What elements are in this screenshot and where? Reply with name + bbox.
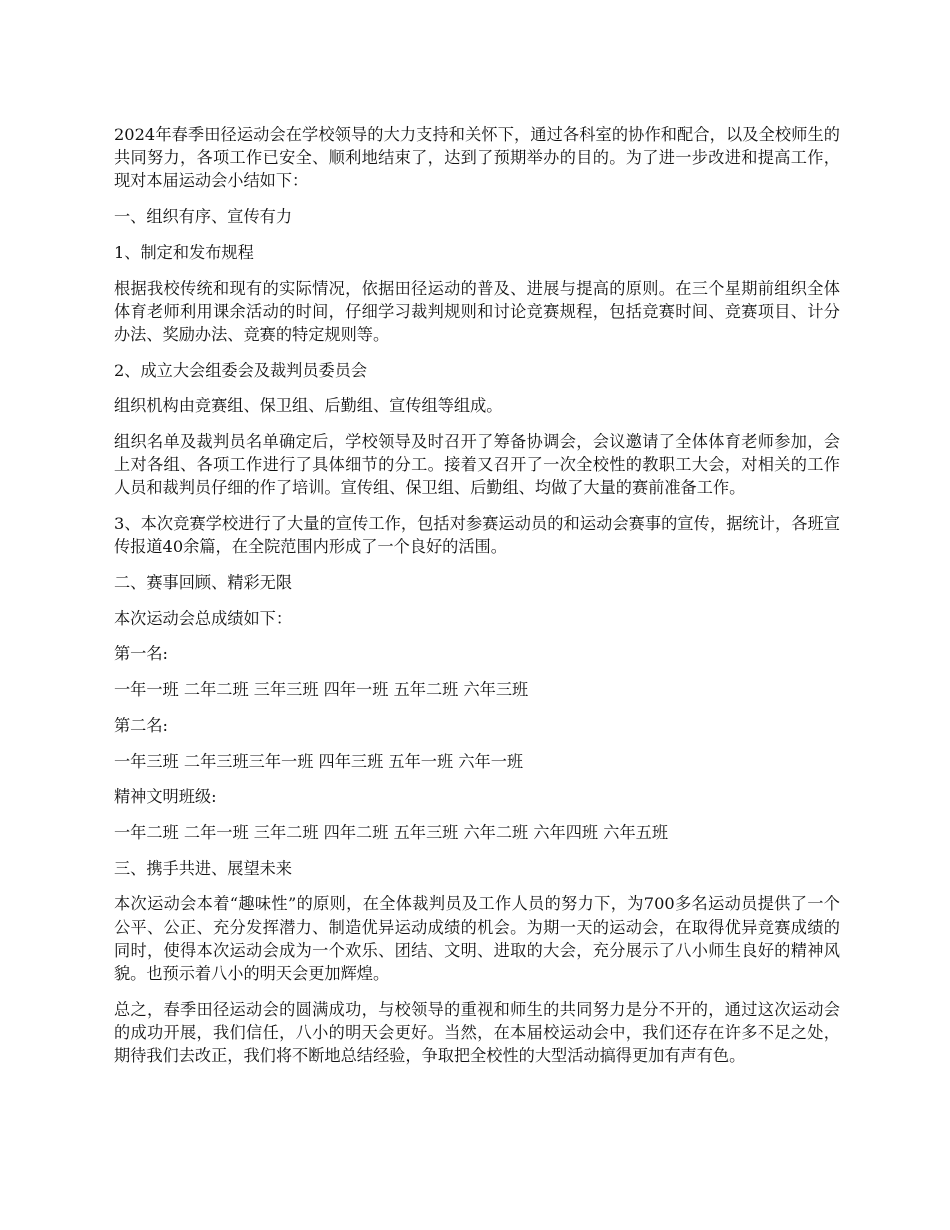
document-body: [114, 123, 840, 1080]
intro-paragraph: 2024年春季田径运动会在学校领导的大力支持和关怀下，通过各科室的协作和配合，以及全校师生的共同努力，各项工作已安全、顺利地结束了，达到了预期举办的目的。为了进一步改进和提高工作，现对本届运动会小结如下：: [114, 125, 840, 191]
first-place-label: 第一名:: [114, 644, 169, 664]
conclusion-paragraph: 总之，春季田径运动会的圆满成功，与校领导的重视和师生的共同努力是分不开的，通过这次运动会的成功开展，我们信任，八小的明天会更好。当然，在本届校运动会中，我们还存在许多不足之处，期待我们去改正，我们将不断地总结经验，争取把全校性的大型活动搞得更加有声有色。: [114, 999, 840, 1066]
results-intro: 本次运动会总成绩如下：: [114, 608, 293, 628]
body-paragraph: 根据我校传统和现有的实际情况，依据田径运动的普及、进展与提高的原则。在三个星期前组织全体体育老师利用课余活动的时间，仔细学习裁判规则和讨论竞赛规程，包括竞赛时间、竞赛项目、计分办法、奖励办法、竞赛的特定规则等。: [114, 278, 840, 344]
second-place-classes: 一年三班 二年三班三年一班 四年三班 五年一班 六年一班: [114, 751, 524, 771]
body-paragraph: 组织机构由竞赛组、保卫组、后勤组、宣传组等组成。: [114, 396, 503, 416]
civilized-class-label: 精神文明班级:: [114, 787, 217, 807]
body-paragraph: 本次运动会本着“趣味性”的原则，在全体裁判员及工作人员的努力下，为700多名运动员提供了一个公平、公正、充分发挥潜力、制造优异运动成绩的机会。为期一天的运动会，在取得优异竞赛成绩的同时，使得本次运动会成为一个欢乐、团结、文明、进取的大会，充分展示了八小师生良好的精神风貌。也预示着八小的明天会更加辉煌。: [114, 894, 840, 983]
section-heading-2: 二、赛事回顾、精彩无限: [114, 573, 293, 593]
civilized-classes: 一年二班 二年一班 三年二班 四年二班 五年三班 六年二班 六年四班 六年五班: [114, 822, 669, 842]
subsection-heading-1: 1、制定和发布规程: [114, 242, 254, 262]
section-heading-3: 三、携手共进、展望未来: [114, 858, 293, 878]
body-paragraph: 3、本次竞赛学校进行了大量的宣传工作，包括对参赛运动员的和运动会赛事的宣传，据统计，各班宣传报道40余篇，在全院范围内形成了一个良好的活围。: [114, 514, 840, 557]
section-heading-1: 一、组织有序、宣传有力: [114, 207, 293, 227]
first-place-classes: 一年一班 二年二班 三年三班 四年一班 五年二班 六年三班: [114, 680, 529, 700]
subsection-heading-2: 2、成立大会组委会及裁判员委员会: [114, 360, 368, 380]
body-paragraph: 组织名单及裁判员名单确定后，学校领导及时召开了筹备协调会，会议邀请了全体体育老师参加，会上对各组、各项工作进行了具体细节的分工。接着又召开了一次全校性的教职工大会，对相关的工作人员和裁判员仔细的作了培训。宣传组、保卫组、后勤组、均做了大量的赛前准备工作。: [114, 432, 840, 498]
second-place-label: 第二名:: [114, 715, 169, 735]
